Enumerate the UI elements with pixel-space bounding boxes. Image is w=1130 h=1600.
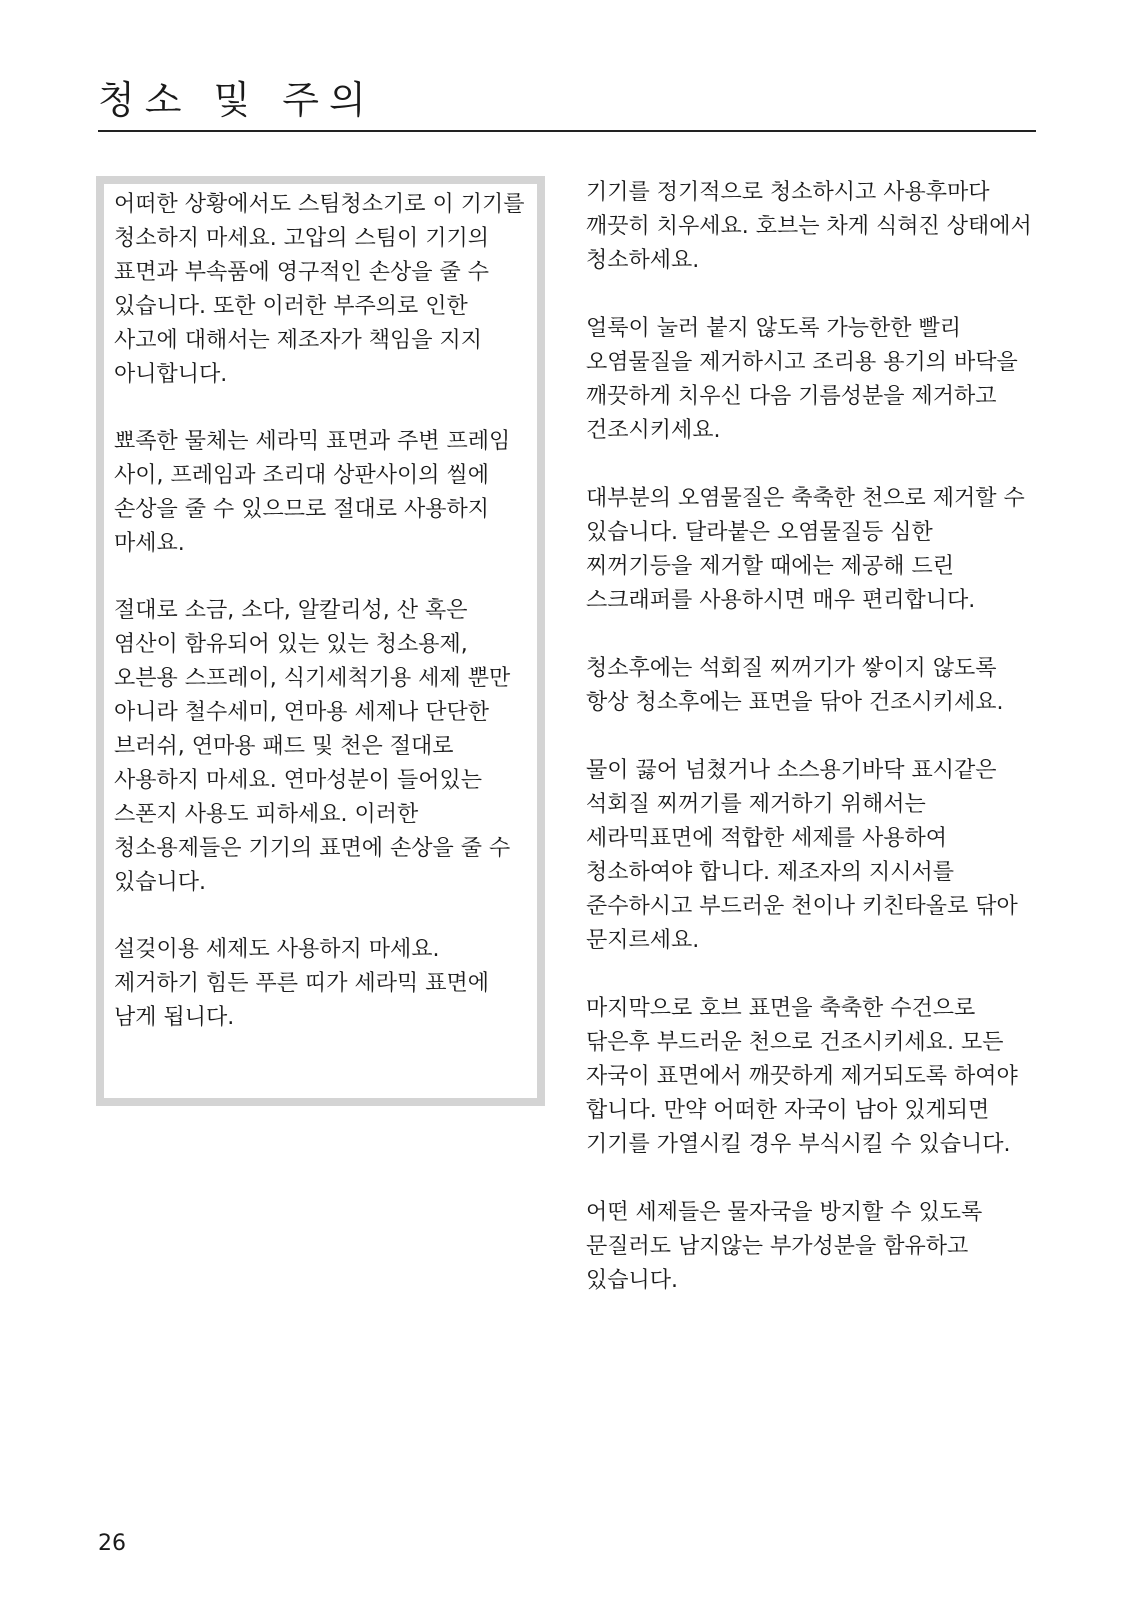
warning-paragraph-dish-detergent: 설겆이용 세제도 사용하지 마세요. 제거하기 힘든 푸른 띠가 세라믹 표면에 남게 됩니다. bbox=[114, 937, 489, 1030]
cleaning-instructions bbox=[586, 176, 1036, 1332]
instruction-paragraph: 마지막으로 호브 표면을 축축한 수건으로 닦은후 부드러운 천으로 건조시키세요. 모든 자국이 표면에서 깨끗하게 제거되도록 하여야 합니다. 만약 어떠한 자국이 남아 있게되면 기기를 가열시킬 경우 부식시킬 수 있습니다. bbox=[586, 996, 1018, 1157]
page-title: 청소 및 주의 bbox=[98, 78, 376, 122]
page-number: 26 bbox=[98, 1531, 126, 1556]
title-divider bbox=[98, 130, 1036, 132]
warning-box bbox=[96, 176, 545, 1106]
warning-paragraph-abrasive-cleaners: 절대로 소금, 소다, 알칼리성, 산 혹은 염산이 함유되어 있는 있는 청소용제, 오븐용 스프레이, 식기세척기용 세제 뿐만 아니라 철수세미, 연마용 세제나 단단한 브러쉬, 연마용 패드 및 천은 절대로 사용하지 마세요. 연마성분이 들어있는 스폰지 사용도 피하세요. 이러한 청소용제들은 기기의 표면에 손상을 줄 수 있습니다. bbox=[114, 598, 511, 895]
instruction-paragraph: 물이 끓어 넘쳤거나 소스용기바닥 표시같은 석회질 찌꺼기를 제거하기 위해서는 세라믹표면에 적합한 세제를 사용하여 청소하여야 합니다. 제조자의 지시서를 준수하시고 부드러운 천이나 키친타올로 닦아 문지르세요. bbox=[586, 758, 1018, 953]
warning-paragraph-sharp-objects: 뾰족한 물체는 세라믹 표면과 주변 프레임 사이, 프레임과 조리대 상판사이의 씰에 손상을 줄 수 있으므로 절대로 사용하지 마세요. bbox=[114, 429, 511, 556]
instruction-paragraph: 어떤 세제들은 물자국을 방지할 수 있도록 문질러도 남지않는 부가성분을 함유하고 있습니다. bbox=[586, 1200, 983, 1293]
instruction-paragraph: 얼룩이 눌러 붙지 않도록 가능한한 빨리 오염물질을 제거하시고 조리용 용기의 바닥을 깨끗하게 치우신 다음 기름성분을 제거하고 건조시키세요. bbox=[586, 316, 1018, 443]
instruction-paragraph: 청소후에는 석회질 찌꺼기가 쌓이지 않도록 항상 청소후에는 표면을 닦아 건조시키세요. bbox=[586, 656, 1004, 715]
warning-paragraph-steam-cleaner: 어떠한 상황에서도 스팀청소기로 이 기기를 청소하지 마세요. 고압의 스팀이 기기의 표면과 부속품에 영구적인 손상을 줄 수 있습니다. 또한 이러한 부주의로 인한 사고에 대해서는 제조자가 책임을 지지 아니합니다. bbox=[114, 192, 525, 387]
instruction-paragraph: 대부분의 오염물질은 축축한 천으로 제거할 수 있습니다. 달라붙은 오염물질등 심한 찌꺼기등을 제거할 때에는 제공해 드린 스크래퍼를 사용하시면 매우 편리합니다. bbox=[586, 486, 1025, 613]
instruction-paragraph: 기기를 정기적으로 청소하시고 사용후마다 깨끗히 치우세요. 호브는 차게 식혀진 상태에서 청소하세요. bbox=[586, 180, 1032, 273]
